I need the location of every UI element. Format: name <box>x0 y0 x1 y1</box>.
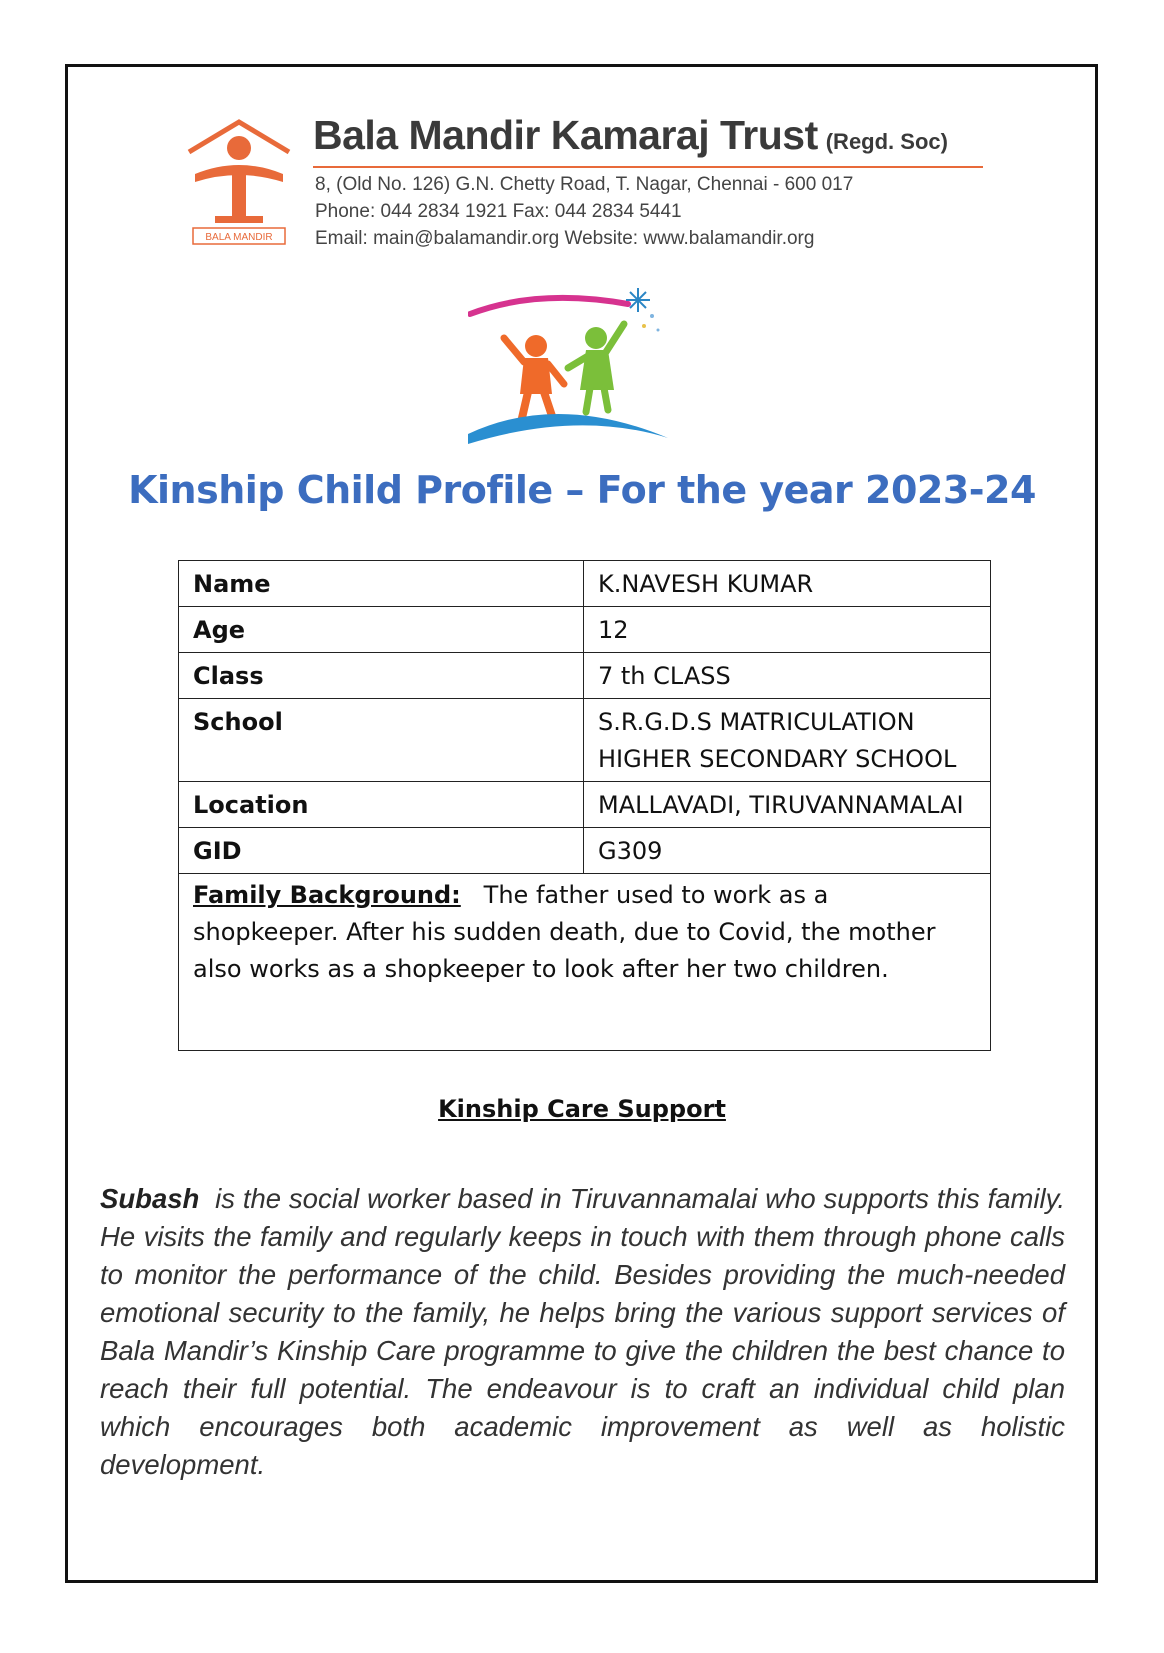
table-row <box>179 699 991 782</box>
org-name-row <box>313 112 983 164</box>
row-value: MALLAVADI, TIRUVANNAMALAI <box>584 782 991 828</box>
row-label: GID <box>179 828 584 874</box>
family-background-text: The father used to work as a shopkeeper. After his sudden death, due to Covid, the mother also works as a shopkeeper to look after her two children. <box>193 881 936 983</box>
child-profile-table <box>178 560 991 1051</box>
row-label: Class <box>179 653 584 699</box>
table-row <box>179 653 991 699</box>
org-web: Email: main@balamandir.org Website: www.balamandir.org <box>315 228 815 249</box>
row-value: K.NAVESH KUMAR <box>584 561 991 607</box>
support-text: is the social worker based in Tiruvannamalai who supports this family. He visits the family and regularly keeps in touch with them through phone calls to monitor the performance of the child. Besides providing the much-needed emotional security to the family, he helps bring the various support services of Bala Mandir’s Kinship Care programme to give the children the best chance to reach their full potential. The endeavour is to craft an individual child plan which encourages both academic improvement as well as holistic development. <box>100 1182 1065 1480</box>
social-worker-name: Subash <box>100 1182 200 1214</box>
children-illustration <box>468 286 694 448</box>
org-address: 8, (Old No. 126) G.N. Chetty Road, T. Nagar, Chennai - 600 017 <box>315 174 854 195</box>
row-value: 12 <box>584 607 991 653</box>
table-row <box>179 782 991 828</box>
row-label: School <box>179 699 584 782</box>
bala-mandir-logo <box>185 118 293 248</box>
family-background-label: Family Background: <box>193 881 461 909</box>
letterhead-rule <box>313 166 983 168</box>
row-value: G309 <box>584 828 991 874</box>
family-background-cell <box>179 874 991 1051</box>
row-label: Name <box>179 561 584 607</box>
logo-caption: BALA MANDIR <box>205 232 273 243</box>
org-name: Bala Mandir Kamaraj Trust <box>313 112 818 158</box>
org-registration: (Regd. Soc) <box>825 129 948 154</box>
support-paragraph <box>100 1180 1065 1484</box>
row-label: Location <box>179 782 584 828</box>
family-background-row <box>179 874 991 1051</box>
org-contact: Phone: 044 2834 1921 Fax: 044 2834 5441 <box>315 201 682 222</box>
table-row <box>179 607 991 653</box>
row-label: Age <box>179 607 584 653</box>
row-value: S.R.G.D.S MATRICULATION HIGHER SECONDARY SCHOOL <box>584 699 991 782</box>
row-value: 7 th CLASS <box>584 653 991 699</box>
profile-title: Kinship Child Profile – For the year 2023-24 <box>128 468 1036 512</box>
table-row <box>179 561 991 607</box>
support-heading: Kinship Care Support <box>438 1095 726 1123</box>
table-row <box>179 828 991 874</box>
